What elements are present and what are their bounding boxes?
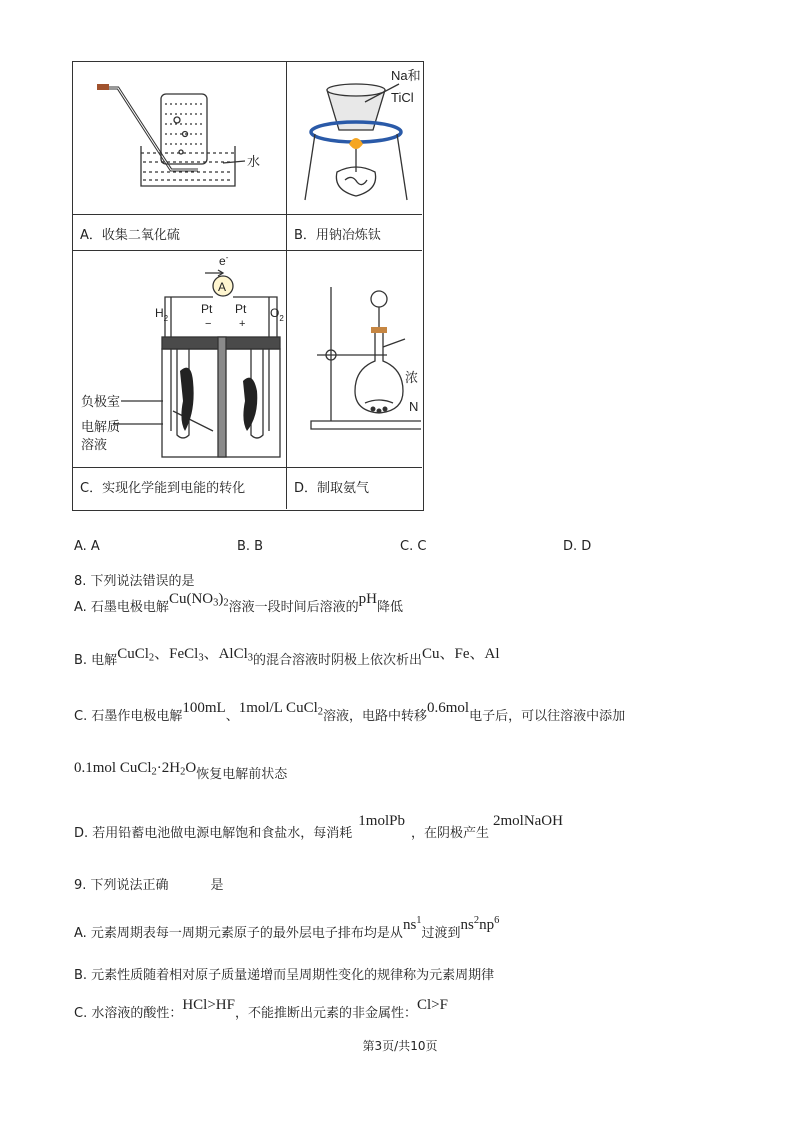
clamp-handle — [97, 84, 109, 90]
label-h2: $H_2$ — [155, 306, 169, 323]
ammeter-label: A — [218, 280, 227, 294]
caption-c: C．实现化学能到电能的转化 — [80, 481, 246, 496]
label-n: N — [409, 399, 419, 414]
label-water: 水 — [247, 154, 261, 169]
q9-option-c: C. 水溶液的酸性：HCl>HF，不能推断出元素的非金属性：Cl>F — [74, 997, 448, 1021]
q9-option-a: A. 元素周期表每一周期元素原子的最外层电子排布均是从$ns^1$过渡到$ns^2np^6$ — [74, 915, 500, 941]
label-electron: e- — [219, 253, 229, 268]
figure-fuel-cell — [73, 251, 285, 466]
q8-option-c-cont: 0.1mol $CuCl_2\cdot 2H_2O$恢复电解前状态 — [74, 760, 288, 782]
q8-stem: 8. 下列说法错误的是 — [74, 574, 195, 589]
label-o2: $O_2$ — [270, 306, 284, 323]
caption-d: D．制取氨气 — [294, 481, 370, 496]
label-pt-left: Pt — [201, 302, 213, 316]
q8-option-d: D. 若用铅蓄电池做电源电解饱和食盐水，每消耗1molPb，在阴极产生2molNaOH — [74, 813, 563, 841]
q9-option-b: B. 元素性质随着相对原子质量递增而呈周期性变化的规律称为元素周期律 — [74, 968, 495, 983]
table-divider — [72, 214, 422, 215]
q9-stem: 9. 下列说法正确 是 — [74, 878, 224, 893]
label-ticl: TiCl — [391, 90, 414, 105]
label-conc: 浓 — [405, 370, 419, 385]
figure-titanium-smelting — [287, 62, 421, 213]
option-c: C. C — [400, 539, 427, 554]
caption-a: A．收集二氧化硫 — [80, 228, 180, 243]
label-na: Na和 — [391, 68, 421, 83]
label-pt-right: Pt — [235, 302, 247, 316]
q8-option-c: C. 石墨作电极电解100mL、1mol/L CuCl$_2$溶液，电路中转移0.6mol电子后，可以往溶液中添加 — [74, 700, 626, 724]
table-divider — [72, 467, 422, 468]
caption-b: B．用钠冶炼钛 — [294, 228, 381, 243]
label-electrolyte: 电解质 — [81, 419, 121, 434]
figure-ammonia-prep — [287, 251, 421, 466]
option-d: D. D — [563, 539, 592, 554]
label-plus: + — [239, 318, 246, 330]
label-solution: 溶液 — [81, 437, 108, 452]
label-neg-room: 负极室 — [81, 394, 121, 409]
q8-option-a: A. 石墨电极电解$Cu(NO_3)_2$溶液一段时间后溶液的pH降低 — [74, 591, 403, 615]
option-a: A. A — [74, 539, 100, 554]
option-b: B. B — [237, 539, 264, 554]
label-minus: − — [205, 318, 212, 330]
figure-gas-collection — [73, 62, 285, 213]
page-footer: 第3页/共10页 — [362, 1039, 438, 1053]
q8-option-b: B. 电解CuCl$_2$、FeCl$_3$、AlCl$_3$的混合溶液时阴极上依次析出Cu、Fe、Al — [74, 646, 500, 668]
